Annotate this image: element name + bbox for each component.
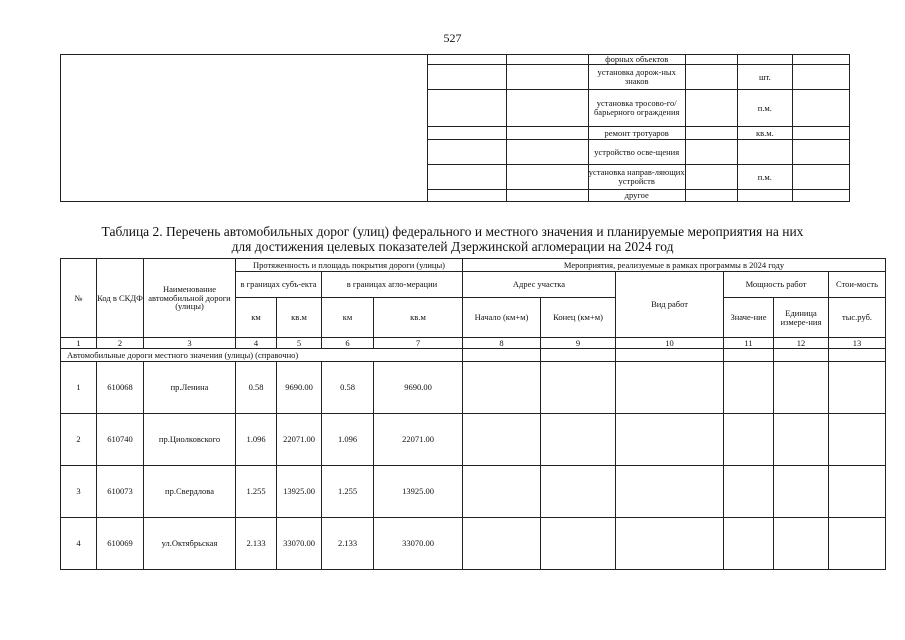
page-number: 527 (443, 31, 462, 45)
table-row (61, 414, 886, 466)
road-name: пр.Циолковского (144, 414, 236, 466)
table-row (61, 55, 850, 65)
road-name: пр.Ленина (144, 362, 236, 414)
header-sqm-1: кв.м (277, 298, 322, 338)
header-no: № (61, 259, 97, 338)
unit-cell: п.м. (737, 90, 792, 127)
unit-cell (737, 140, 792, 165)
road-sqm-subject: 9690.00 (277, 362, 322, 414)
section-row (61, 349, 886, 362)
work-type-cell: ремонт тротуаров (588, 127, 685, 140)
header-sqm-2: кв.м (374, 298, 463, 338)
col-number: 1 (61, 338, 97, 349)
section-title: Автомобильные дороги местного значения (улицы) (справочно) (61, 349, 463, 362)
road-code: 610073 (97, 466, 144, 518)
road-no: 1 (61, 362, 97, 414)
header-capacity: Мощность работ (724, 272, 829, 298)
road-km-subject: 0.58 (236, 362, 277, 414)
road-name: ул.Октябрьская (144, 518, 236, 570)
road-km-agglo: 1.255 (322, 466, 374, 518)
unit-cell (737, 55, 792, 65)
road-code: 610740 (97, 414, 144, 466)
col-number: 12 (774, 338, 829, 349)
road-code: 610069 (97, 518, 144, 570)
header-km-1: км (236, 298, 277, 338)
col-number: 4 (236, 338, 277, 349)
road-sqm-subject: 22071.00 (277, 414, 322, 466)
col-number: 11 (724, 338, 774, 349)
column-number-row (61, 338, 886, 349)
col-number: 9 (541, 338, 616, 349)
unit-cell: кв.м. (737, 127, 792, 140)
work-type-cell: форных объектов (588, 55, 685, 65)
col-number: 10 (616, 338, 724, 349)
col-number: 8 (463, 338, 541, 349)
road-km-subject: 2.133 (236, 518, 277, 570)
header-unit: Единица измере-ния (774, 298, 829, 338)
header-km-2: км (322, 298, 374, 338)
header-road-name: Наименование автомобильной дороги (улицы) (144, 259, 236, 338)
road-sqm-subject: 13925.00 (277, 466, 322, 518)
road-sqm-agglo: 9690.00 (374, 362, 463, 414)
header-work-type: Вид работ (616, 272, 724, 338)
table-title-line2: для достижения целевых показателей Дзержинской агломерации на 2024 год (231, 239, 674, 254)
header-in-subject: в границах субъ-екта (236, 272, 322, 298)
header-measures: Мероприятия, реализуемые в рамках программы в 2024 году (463, 259, 886, 272)
road-sqm-subject: 33070.00 (277, 518, 322, 570)
col-number: 3 (144, 338, 236, 349)
road-sqm-agglo: 13925.00 (374, 466, 463, 518)
road-code: 610068 (97, 362, 144, 414)
header-cost: Стои-мость (829, 272, 886, 298)
col-number: 6 (322, 338, 374, 349)
header-in-agglomeration: в границах агло-мерации (322, 272, 463, 298)
header-value: Значе-ние (724, 298, 774, 338)
header-cost-unit: тыс.руб. (829, 298, 886, 338)
work-type-cell: установка направ-ляющих устройств (588, 165, 685, 190)
col-number: 5 (277, 338, 322, 349)
road-km-agglo: 1.096 (322, 414, 374, 466)
road-name: пр.Свердлова (144, 466, 236, 518)
table-title (50, 224, 855, 254)
header-row (61, 259, 886, 272)
header-length-area: Протяженность и площадь покрытия дороги (улицы) (236, 259, 463, 272)
table-row (61, 466, 886, 518)
col-number: 2 (97, 338, 144, 349)
unit-cell (737, 190, 792, 202)
road-no: 4 (61, 518, 97, 570)
header-end: Конец (км+м) (541, 298, 616, 338)
table-title-line1: Таблица 2. Перечень автомобильных дорог (улиц) федерального и местного значения и планируемые мероприятия на них (101, 224, 804, 239)
work-type-cell: устройство осве-щения (588, 140, 685, 165)
unit-cell: шт. (737, 65, 792, 90)
table-row (61, 518, 886, 570)
merged-empty-cell (61, 55, 428, 202)
work-type-cell: другое (588, 190, 685, 202)
header-code: Код в СКДФ (97, 259, 144, 338)
work-type-cell: установка дорож-ных знаков (588, 65, 685, 90)
col-number: 13 (829, 338, 886, 349)
table-row (61, 362, 886, 414)
road-km-subject: 1.096 (236, 414, 277, 466)
unit-cell: п.м. (737, 165, 792, 190)
header-start: Начало (км+м) (463, 298, 541, 338)
road-km-agglo: 0.58 (322, 362, 374, 414)
work-type-cell: установка тросово-го/барьерного ограждения (588, 90, 685, 127)
road-km-subject: 1.255 (236, 466, 277, 518)
col-number: 7 (374, 338, 463, 349)
road-sqm-agglo: 33070.00 (374, 518, 463, 570)
roads-table (60, 258, 886, 570)
road-km-agglo: 2.133 (322, 518, 374, 570)
header-address: Адрес участка (463, 272, 616, 298)
road-no: 2 (61, 414, 97, 466)
road-sqm-agglo: 22071.00 (374, 414, 463, 466)
continuation-table (60, 54, 850, 202)
road-no: 3 (61, 466, 97, 518)
